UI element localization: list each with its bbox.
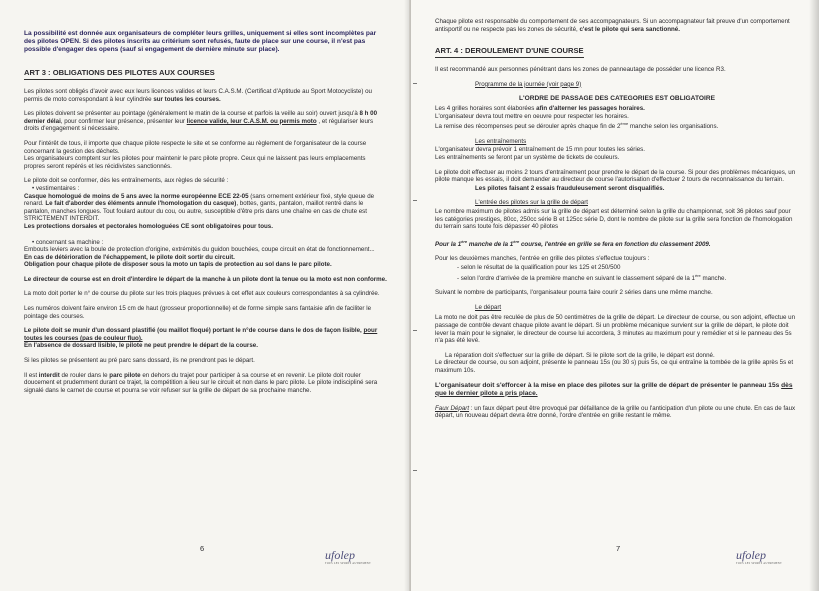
deuxiemes-list bbox=[435, 264, 799, 282]
taille-paragraph: Les numéros doivent faire environ 15 cm de haut (grosseur proportionnelle) et de forme simple sans fantaisie afin de faciliter le pointage des courses. bbox=[24, 305, 372, 320]
entrainements-paragraph: L'organisateur devra prévoir 1 entraînement de 15 mn pour toutes les séries. Les entraînements se feront par un système de tickets de couleurs. bbox=[435, 146, 645, 161]
page-number-right: 7 bbox=[616, 544, 621, 553]
preparc-paragraph: Si les pilotes se présentent au pré parc sans dossard, ils ne prendront pas le départ. bbox=[24, 357, 255, 365]
securite-paragraph: Le pilote doit se conformer, dès les entraînements, aux règles de sécurité : bbox=[24, 177, 229, 185]
art3-heading: ART 3 : OBLIGATIONS DES PILOTES AUX COURSES bbox=[24, 68, 215, 80]
vestimentaires-bullet: • vestimentaires : bbox=[32, 184, 80, 192]
premiere-manche-paragraph: Pour la 1ère manche de la 1ère course, l'entrée en grille se fera en fonction du classement 2009. bbox=[435, 238, 711, 248]
binding-mark bbox=[413, 83, 417, 84]
numero-paragraph: La moto doit porter le n° de course du pilote sur les trois plaques prévues à cet effet aux couleurs correspondantes à sa cylindrée. bbox=[24, 290, 380, 298]
depart-title: Le départ bbox=[475, 303, 502, 311]
directeur-paragraph: Le directeur de course est en droit d'interdire le départ de la manche à un pilote dont la tenue ou la moto est non conforme. bbox=[24, 275, 387, 283]
accompagnateur-paragraph: Chaque pilote est responsable du comportement de ses accompagnateurs. Si un accompagnateur fait preuve d'un comportement antisportif ou ne respecte pas les zones de sécurité, c'est le pilote qui sera sanctionné. bbox=[435, 18, 790, 33]
machine-bullet: • concernant sa machine : bbox=[32, 238, 104, 246]
licence-r3-paragraph: Il est recommandé aux personnes pénétrant dans les zones de panneautage de posséder une licence R3. bbox=[435, 66, 726, 74]
site-paragraph: Pour l'intérêt de tous, il importe que chaque pilote respecte le site et se conforme au règlement de l'organisateur de la course concernant la gestion des déchets. bbox=[24, 139, 367, 155]
series-paragraph: Suivant le nombre de participants, l'organisateur pourra faire courir 2 séries dans une même manche. bbox=[435, 289, 713, 297]
machine-paragraph: Embouts leviers avec la boule de protection d'origine, extrémités du guidon bouchées, coupe circuit en état de fonctionnement... En cas de détérioration de l'échappement, le pilote doit sortir du circuit. Obligation pour chaque pilote de disposer sous la moto un tapis de protection au sol dans le parc pilote. bbox=[24, 246, 375, 269]
licence-paragraph: Les pilotes sont obligés d'avoir avec eux leurs licences valides et leurs C.A.S.M. (Certificat d'Aptitude au Sport Motocycliste) ou permis de moto correspondant à leur cylindrée sur toutes les courses. bbox=[24, 88, 372, 103]
deuxiemes-paragraph: Pour les deuxièmes manches, l'entrée en grille des pilotes s'effectue toujours : bbox=[435, 255, 650, 263]
reparation-paragraph: La réparation doit s'effectuer sur la grille de départ. Si le pilote sort de la grille, le départ est donné. Le directeur de course, ou son adjoint, présente le panneau 15s (ou 30 s) puis 5s, ce qui entraîne la tombée de la grille après 5s et maximum 10s. bbox=[435, 351, 794, 374]
ordre-title: L'ORDRE DE PASSAGE DES CATEGORIES EST OBLIGATOIRE bbox=[519, 95, 715, 103]
page-edge-shadow bbox=[809, 0, 819, 591]
ordre-paragraph: Les 4 grilles horaires sont élaborées afin d'alterner les passages horaires. L'organisateur devra tout mettre en oeuvre pour respecter les horaires. La remise des récompenses peut se dérouler après chaque fin de 2ème manche selon les organisations. bbox=[435, 104, 719, 131]
grille-title: L'entrée des pilotes sur la grille de départ bbox=[475, 199, 588, 207]
grille-paragraph: Le nombre maximum de pilotes admis sur la grille de départ est déterminé selon la grille du championnat, soit 36 pilotes sauf pour les catégories prestiges, 80cc, 250cc série B et 125cc série D, dont le nombre de pilote sur la grille sera fonction de l'homologation du terrain sans toute fois dépasser 40 pilotes bbox=[435, 207, 793, 231]
ufolep-logo-right: ufolep TOUS LES SPORTS AUTREMENT bbox=[736, 548, 782, 565]
faux-depart-paragraph: Faux Départ : un faux départ peut être provoqué par défaillance de la grille ou l'anticipation d'un pilote ou une chute. En cas de faux départ, un nouveau départ devra être donné, l'ordre d'entrée en grille restant le même. bbox=[435, 404, 796, 420]
pointage-paragraph: Les pilotes doivent se présenter au pointage (généralement le matin de la course et parfois la veille au soir) ouvert jusqu'à 8 h 00 dernier délai, pour confirmer leur présence, présenter leur licence valide, leur C.A.S.M. ou permis moto , et régulariser leurs droits d'engagement si nécessaire. bbox=[24, 110, 378, 133]
binding-mark bbox=[413, 200, 417, 201]
depart-paragraph: La moto ne doit pas être reculée de plus de 50 centimètres de la grille de départ. Le directeur de course, ou son adjoint, effectue un passage de contrôle devant chaque pilote avant le départ. Si un problème mécanique survient sur la grille de départ, le pilote doit lever la main pour le signaler, le directeur de course lui accordera, 3 minutes au maximum pour y remédier et si le panneau des 5s n'a pas été levé. bbox=[435, 314, 796, 345]
intro-paragraph: La possibilité est donnée aux organisateurs de compléter leurs grilles, uniquement si elles sont incomplètes par des pilotes OPEN. Si des pilotes inscrits au critérium sont refusés, faute de place sur une course, il n'est pas possible d'engager des opens (sauf si engagement de dernière minute sur place). bbox=[24, 30, 377, 53]
disqualifies-paragraph: Les pilotes faisant 2 essais frauduleusement seront disqualifiés. bbox=[475, 184, 665, 192]
dossard-paragraph: Le pilote doit se munir d'un dossard plastifié (ou maillot floqué) portant le n°de course dans le dos de façon lisible, pour toutes les courses (pas de couleur fluo). En l'absence de dossard lisible, le pilote ne peut prendre le départ de la course. bbox=[24, 327, 378, 350]
ufolep-logo-left: ufolep TOUS LES SPORTS AUTREMENT bbox=[325, 548, 371, 565]
programme-link: Programme de la journée (voir page 9) bbox=[475, 80, 582, 88]
left-page bbox=[0, 0, 409, 591]
binding-mark bbox=[413, 330, 417, 331]
list-item: - selon l'ordre d'arrivée de la première manche en suivant le classement séparé de la 1ère manche. bbox=[457, 272, 799, 283]
casque-paragraph: Casque homologué de moins de 5 ans avec la norme européenne ECE 22-05 (sans ornement extérieur fixé, style queue de renard. Le fait d'aborder des éléments annule l'homologation du casque), bottes, gants, pantalon, maillot rentré dans le pantalon, manches longues. Tout foulard autour du cou, ou autre, susceptible d'être pris dans une chaîne en cas de chute est STRICTEMENT INTERDIT. Les protections dorsales et pectorales homologuées CE sont obligatoires pour tous. bbox=[24, 192, 375, 230]
page-number-left: 6 bbox=[200, 544, 205, 553]
list-item: - selon le résultat de la qualification pour les 125 et 250/500 bbox=[457, 264, 799, 272]
organisateur-paragraph: L'organisateur doit s'efforcer à la mise en place des pilotes sur la grille de départ de présenter le panneau 15s dès que le dernier pilote a pris place. bbox=[435, 381, 793, 397]
tours-paragraph: Le pilote doit effectuer au moins 2 tours d'entraînement pour prendre le départ de la course. Si pour des problèmes mécaniques, un pilote manque les essais, il doit demander au directeur de course l'autorisation d'effectuer 2 tours de reconnaissance du terrain. bbox=[435, 168, 796, 184]
art4-heading: ART. 4 : DEROULEMENT D'UNE COURSE bbox=[435, 46, 584, 58]
interdit-paragraph: Il est interdit de rouler dans le parc pilote en dehors du trajet pour participer à sa course et en revenir. Le pilote doit rouler doucement et prudemment durant ce trajet, la compétition a lieu sur le circuit et non dans le parc pilote. Le pilote indiscipliné sera signalé dans le carnet de course et pourra se voir refuser sur la grille de départ de sa prochaine manche. bbox=[24, 371, 378, 394]
binding-mark bbox=[413, 470, 417, 471]
entrainements-title: Les entraînements bbox=[475, 137, 527, 145]
right-page bbox=[411, 0, 819, 591]
parc-paragraph: Les organisateurs comptent sur les pilotes pour maintenir le parc pilote propre. Ceux qui ne laissent pas leurs emplacements propres seront repérés et les récidivistes sanctionnés. bbox=[24, 155, 366, 170]
